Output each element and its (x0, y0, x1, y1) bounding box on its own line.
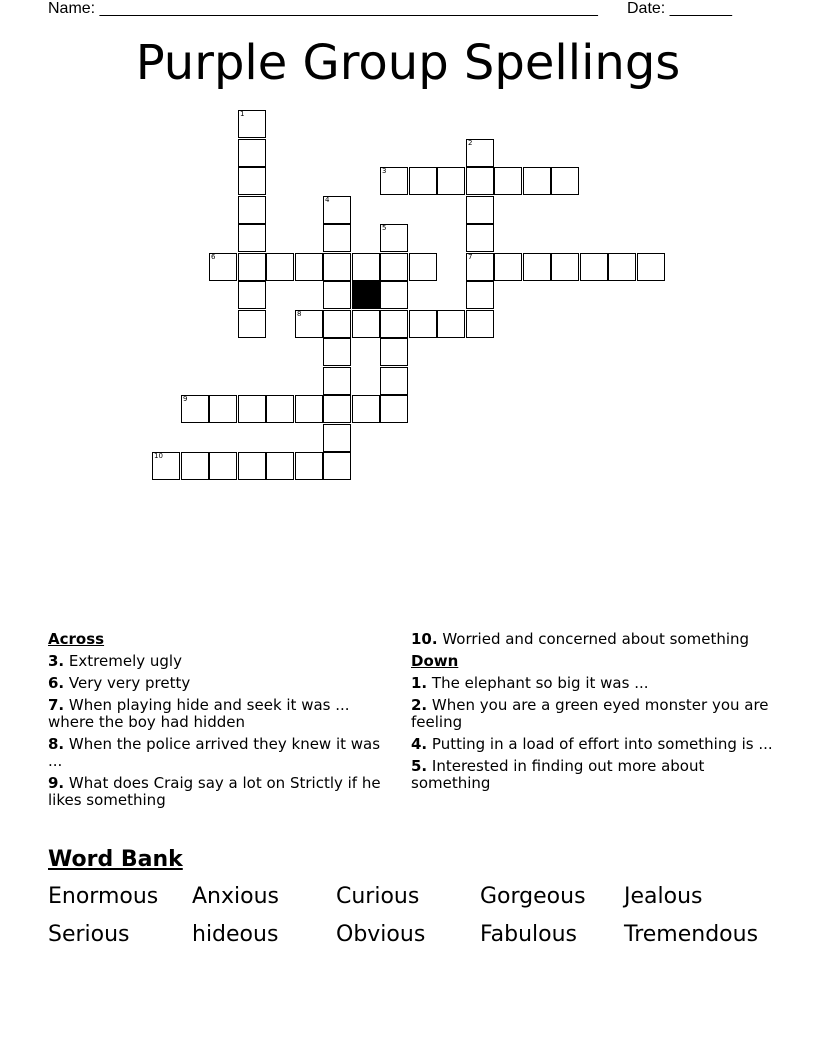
clue-text: Putting in a load of effort into something is ... (431, 735, 773, 753)
grid-cell[interactable] (380, 395, 408, 423)
grid-cell[interactable] (523, 253, 551, 281)
grid-cell[interactable] (466, 310, 494, 338)
word-bank-word: Obvious (336, 922, 426, 947)
grid-cell[interactable] (238, 224, 266, 252)
clue-text: Very very pretty (68, 674, 191, 692)
clue-across-6 (48, 675, 388, 692)
grid-cell[interactable] (266, 253, 294, 281)
grid-cell-2[interactable] (466, 139, 494, 167)
clue-number: 4. (411, 735, 428, 753)
clue-number-label: 6 (211, 253, 216, 261)
grid-cell[interactable] (409, 253, 437, 281)
clues-column-left (48, 631, 388, 814)
clue-text: The elephant so big it was ... (431, 674, 649, 692)
clue-down-2 (411, 697, 781, 731)
grid-cell-9[interactable] (181, 395, 209, 423)
clue-number: 6. (48, 674, 65, 692)
grid-cell[interactable] (551, 253, 579, 281)
grid-cell[interactable] (437, 167, 465, 195)
grid-cell[interactable] (323, 281, 351, 309)
grid-cell[interactable] (580, 253, 608, 281)
grid-cell[interactable] (466, 196, 494, 224)
grid-cell[interactable] (295, 452, 323, 480)
grid-cell[interactable] (238, 395, 266, 423)
clue-number: 3. (48, 652, 65, 670)
grid-cell-5[interactable] (380, 224, 408, 252)
grid-cell[interactable] (266, 452, 294, 480)
word-bank-word: Serious (48, 922, 130, 947)
grid-cell[interactable] (380, 281, 408, 309)
clue-text: When the police arrived they knew it was ... (48, 735, 381, 770)
grid-cell-6[interactable] (209, 253, 237, 281)
grid-cell[interactable] (323, 395, 351, 423)
grid-cell[interactable] (323, 424, 351, 452)
grid-cell[interactable] (295, 395, 323, 423)
clue-number-label: 4 (325, 196, 330, 204)
grid-cell[interactable] (437, 310, 465, 338)
clue-number-label: 10 (154, 452, 163, 460)
grid-cell[interactable] (181, 452, 209, 480)
grid-cell[interactable] (637, 253, 665, 281)
word-bank-word: Fabulous (480, 922, 578, 947)
grid-cell[interactable] (380, 310, 408, 338)
clue-across-7 (48, 697, 388, 731)
clue-across-10 (411, 631, 781, 648)
grid-cell[interactable] (323, 367, 351, 395)
page-title: Purple Group Spellings (135, 35, 681, 91)
word-bank-word: Enormous (48, 884, 159, 909)
clue-across-9 (48, 775, 388, 809)
grid-cell[interactable] (409, 167, 437, 195)
grid-cell[interactable] (466, 167, 494, 195)
clue-down-1 (411, 675, 781, 692)
clue-number-label: 3 (382, 167, 387, 175)
grid-cell[interactable] (608, 253, 636, 281)
grid-cell[interactable] (323, 224, 351, 252)
grid-cell[interactable] (209, 452, 237, 480)
clue-number: 7. (48, 696, 65, 714)
grid-cell-10[interactable] (152, 452, 180, 480)
grid-cell[interactable] (409, 310, 437, 338)
grid-cell[interactable] (323, 338, 351, 366)
grid-cell[interactable] (238, 310, 266, 338)
clue-text: When playing hide and seek it was ... where the boy had hidden (48, 696, 350, 731)
grid-cell[interactable] (352, 395, 380, 423)
clue-text: Worried and concerned about something (442, 630, 750, 648)
grid-cell[interactable] (238, 452, 266, 480)
word-bank-word: Tremendous (624, 922, 759, 947)
grid-cell[interactable] (266, 395, 294, 423)
clue-number: 9. (48, 774, 65, 792)
grid-cell[interactable] (494, 253, 522, 281)
grid-cell[interactable] (523, 167, 551, 195)
grid-cell[interactable] (352, 253, 380, 281)
grid-cell[interactable] (466, 224, 494, 252)
grid-cell-7[interactable] (466, 253, 494, 281)
grid-cell[interactable] (238, 139, 266, 167)
grid-block-cell (352, 281, 380, 309)
clue-number-label: 7 (468, 253, 473, 261)
clue-number-label: 9 (183, 395, 188, 403)
grid-cell[interactable] (352, 310, 380, 338)
clue-across-3 (48, 653, 388, 670)
grid-cell[interactable] (295, 253, 323, 281)
clue-number-label: 8 (297, 310, 302, 318)
grid-cell[interactable] (466, 281, 494, 309)
clue-down-5 (411, 758, 781, 792)
word-bank-word: Gorgeous (480, 884, 586, 909)
clue-across-8 (48, 736, 388, 770)
clue-down-4 (411, 736, 781, 753)
clue-number: 1. (411, 674, 428, 692)
date-field-label: Date: _______ (627, 0, 732, 17)
clues-column-right (411, 631, 781, 797)
clue-text: When you are a green eyed monster you are feeling (411, 696, 769, 731)
grid-cell[interactable] (238, 167, 266, 195)
clue-number: 5. (411, 757, 428, 775)
grid-cell[interactable] (209, 395, 237, 423)
grid-cell[interactable] (494, 167, 522, 195)
clue-text: Extremely ugly (68, 652, 182, 670)
word-bank-title: Word Bank (48, 847, 183, 872)
grid-cell[interactable] (323, 253, 351, 281)
grid-cell[interactable] (380, 253, 408, 281)
grid-cell-4[interactable] (323, 196, 351, 224)
clue-text: What does Craig say a lot on Strictly if he likes something (48, 774, 381, 809)
across-heading: Across (48, 630, 105, 648)
grid-cell[interactable] (238, 253, 266, 281)
grid-cell[interactable] (380, 367, 408, 395)
grid-cell[interactable] (380, 338, 408, 366)
word-bank-word: Anxious (192, 884, 279, 909)
grid-cell-1[interactable] (238, 110, 266, 138)
grid-cell-8[interactable] (295, 310, 323, 338)
grid-cell[interactable] (323, 310, 351, 338)
clue-number-label: 1 (240, 110, 245, 118)
clue-number: 8. (48, 735, 65, 753)
grid-cell-3[interactable] (380, 167, 408, 195)
grid-cell[interactable] (238, 281, 266, 309)
word-bank-word: hideous (192, 922, 279, 947)
grid-cell[interactable] (323, 452, 351, 480)
clue-text: Interested in finding out more about something (411, 757, 705, 792)
clue-number-label: 5 (382, 224, 387, 232)
grid-cell[interactable] (238, 196, 266, 224)
name-field-label: Name: ________________________________________________________ (48, 0, 598, 17)
clue-number: 10. (411, 630, 438, 648)
clue-number-label: 2 (468, 139, 473, 147)
word-bank-word: Jealous (624, 884, 703, 909)
grid-cell[interactable] (551, 167, 579, 195)
word-bank-word: Curious (336, 884, 420, 909)
down-heading: Down (411, 652, 459, 670)
clue-number: 2. (411, 696, 428, 714)
